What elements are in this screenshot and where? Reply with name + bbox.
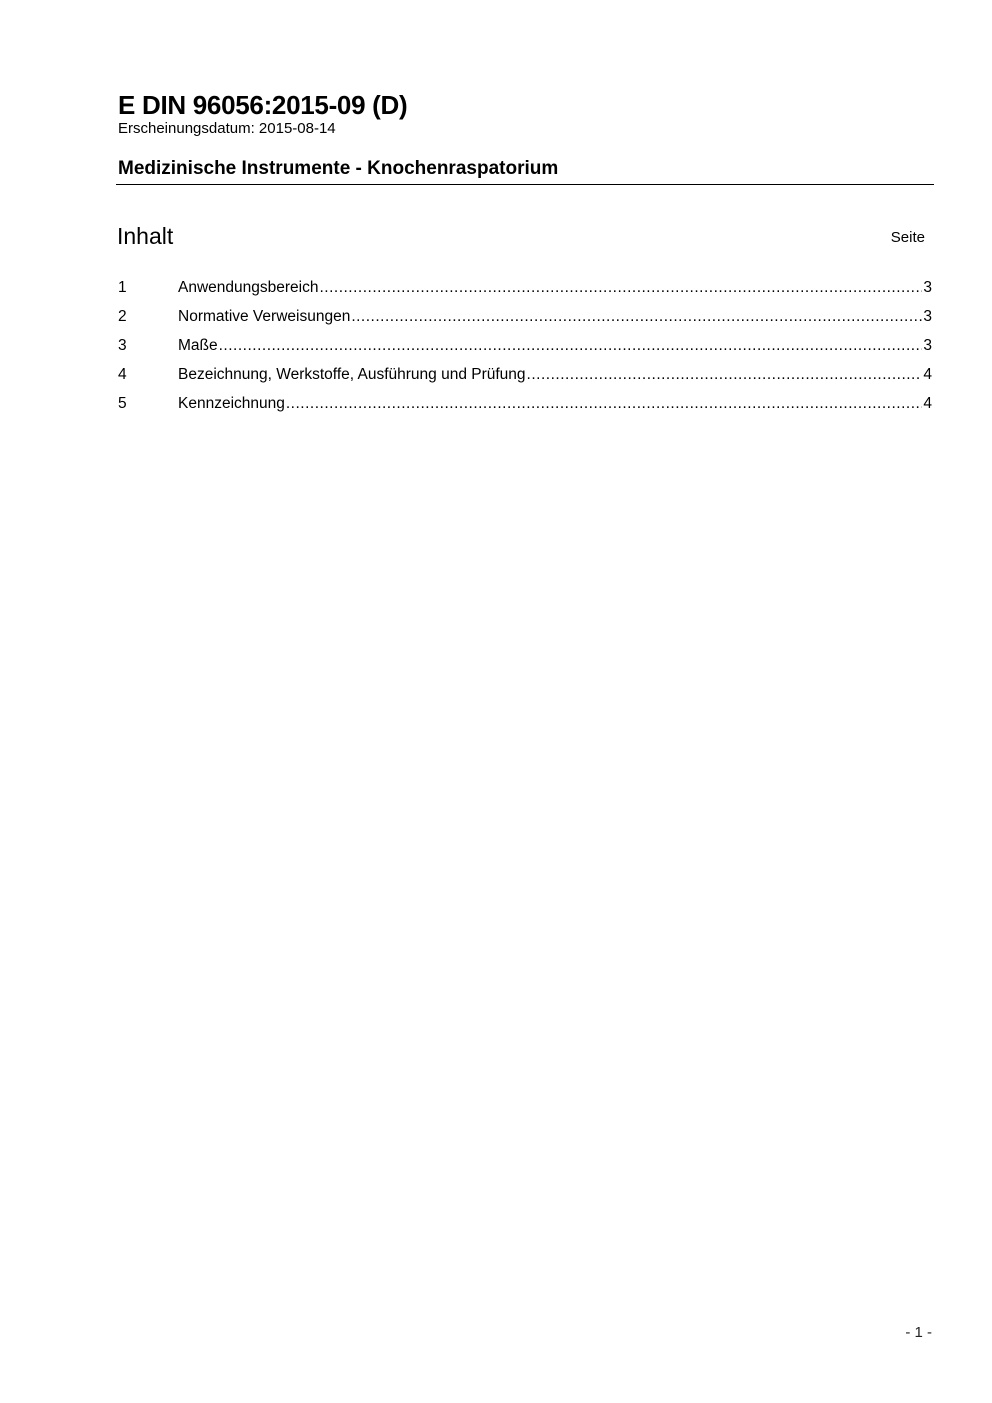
page-number: - 1 - [905, 1324, 932, 1341]
toc-entry-1[interactable] [118, 278, 932, 307]
toc-heading: Inhalt [117, 223, 174, 249]
toc-entry-link[interactable]: Maße [178, 337, 218, 354]
toc-entry-page: 4 [923, 366, 932, 383]
toc-dot-leader [351, 307, 922, 327]
document-title-block [116, 157, 934, 185]
toc-entry-4[interactable] [118, 365, 932, 394]
toc-dot-leader [527, 365, 923, 385]
toc-entry-link[interactable]: Bezeichnung, Werkstoffe, Ausführung und Prüfung [178, 366, 526, 383]
toc-entry-page: 3 [923, 337, 932, 354]
document-number: E DIN 96056:2015-09 (D) [118, 90, 408, 120]
toc-entry-link[interactable]: Kennzeichnung [178, 395, 285, 412]
document-header [118, 90, 934, 138]
toc-entry-number: 2 [118, 308, 127, 325]
toc-list [118, 278, 932, 423]
toc-entry-page: 4 [923, 395, 932, 412]
publication-date: Erscheinungsdatum: 2015-08-14 [118, 120, 336, 137]
toc-entry-3[interactable] [118, 336, 932, 365]
toc-page-column-heading: Seite [890, 229, 925, 246]
toc-entry-link[interactable]: Normative Verweisungen [178, 308, 351, 325]
document-title: Medizinische Instrumente - Knochenraspatorium [118, 158, 559, 179]
toc-entry-number: 3 [118, 337, 127, 354]
toc-entry-number: 4 [118, 366, 127, 383]
toc-entry-number: 5 [118, 395, 127, 412]
toc-entry-2[interactable] [118, 307, 932, 336]
toc-entry-5[interactable] [118, 394, 932, 423]
toc-entry-page: 3 [923, 308, 932, 325]
toc-dot-leader [219, 336, 923, 356]
toc-entry-number: 1 [118, 279, 127, 296]
toc-dot-leader [286, 394, 923, 414]
toc-header [117, 222, 925, 252]
toc-dot-leader [319, 278, 922, 298]
toc-entry-page: 3 [923, 279, 932, 296]
toc-entry-link[interactable]: Anwendungsbereich [178, 279, 319, 296]
